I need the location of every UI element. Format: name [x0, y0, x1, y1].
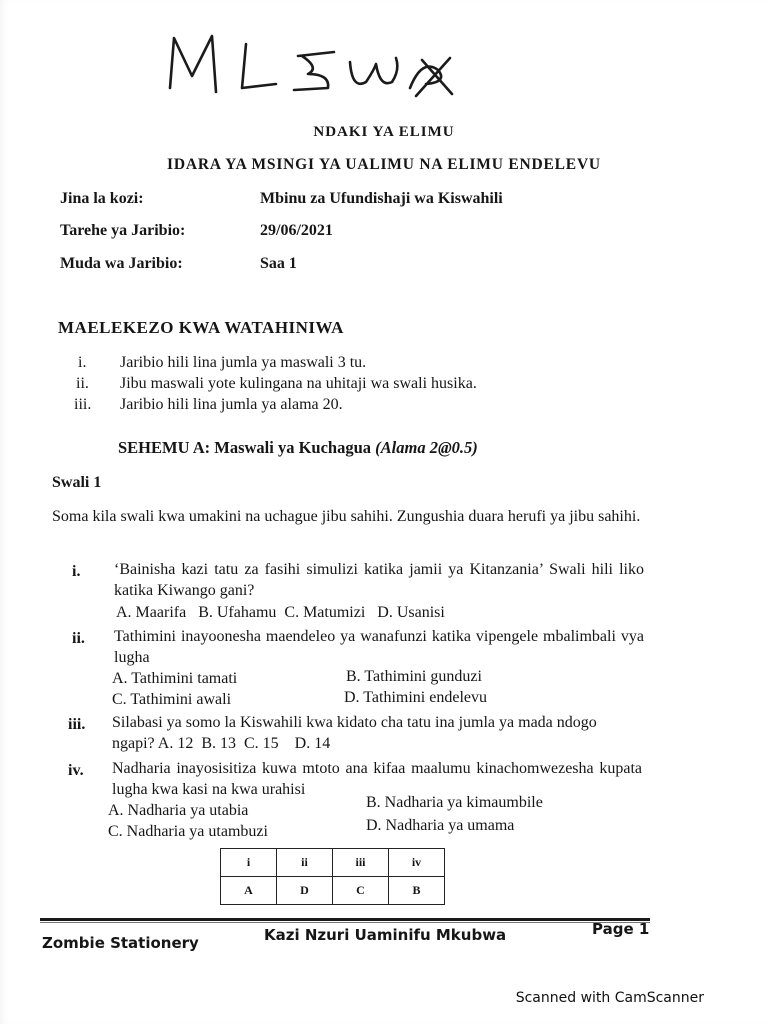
footer-divider-thin	[40, 922, 650, 923]
option-c: C. Tathimini awali	[112, 691, 232, 708]
instruction-number: i.	[78, 354, 87, 371]
option-c: C. Nadharia ya utambuzi	[108, 823, 268, 840]
footer-page-number: Page 1	[592, 920, 650, 938]
scanner-watermark: Scanned with CamScanner	[515, 990, 704, 1006]
answer-cell: A	[221, 877, 277, 905]
test-date-label: Tarehe ya Jaribio:	[60, 222, 186, 239]
institution-title: NDAKI YA ELIMU	[313, 124, 455, 140]
instruction-text: Jibu maswali yote kulingana na uhitaji wa swali husika.	[120, 375, 477, 392]
handwritten-signature	[160, 30, 460, 100]
question-number: iii.	[68, 716, 86, 733]
course-label: Jina la kozi:	[60, 190, 144, 207]
course-value: Mbinu za Ufundishaji wa Kiswahili	[260, 190, 503, 207]
test-duration-value: Saa 1	[260, 255, 297, 272]
answer-table	[220, 848, 445, 905]
answer-header-cell: i	[221, 849, 277, 877]
answer-table-header-row	[221, 849, 445, 877]
question-text: ‘Bainisha kazi tatu za fasihi simulizi katika jamii ya Kitanzania’ Swali hili liko katika Kiwango gani?	[114, 561, 644, 599]
answer-cell: B	[389, 877, 445, 905]
instruction-text: Jaribio hili lina jumla ya maswali 3 tu.	[120, 354, 367, 371]
option-a: A. Tathimini tamati	[112, 670, 238, 687]
option-b: B. Tathimini gunduzi	[346, 668, 482, 685]
answer-cell: C	[333, 877, 389, 905]
department-title: IDARA YA MSINGI YA UALIMU NA ELIMU ENDELEVU	[167, 156, 601, 173]
question-instruction: Soma kila swali kwa umakini na uchague jibu sahihi. Zungushia duara herufi ya jibu sahihi.	[52, 508, 641, 525]
option-d: D. Nadharia ya umama	[366, 817, 515, 834]
section-marks: (Alama 2@0.5)	[375, 438, 478, 457]
section-heading: SEHEMU A: Maswali ya Kuchagua	[118, 438, 372, 457]
footer-motto: Kazi Nzuri Uaminifu Mkubwa	[264, 926, 507, 944]
option-a: A. Nadharia ya utabia	[108, 802, 249, 819]
instruction-number: ii.	[76, 375, 89, 392]
answer-header-cell: iii	[333, 849, 389, 877]
question-text: Silabasi ya somo la Kiswahili kwa kidato cha tatu ina jumla ya mada ndogo ngapi? A. 12 B. 13 C. 15 D. 14	[112, 714, 601, 752]
answer-header-cell: ii	[277, 849, 333, 877]
answer-table-row	[221, 877, 445, 905]
instruction-number: iii.	[74, 396, 92, 413]
section-title	[118, 438, 478, 458]
question-number: i.	[72, 563, 81, 580]
footer-divider	[40, 918, 650, 921]
option-b: B. Nadharia ya kimaumbile	[366, 794, 543, 811]
question-number: iv.	[68, 762, 84, 779]
question-options: A. Maarifa B. Ufahamu C. Matumizi D. Usanisi	[116, 604, 445, 621]
option-d: D. Tathimini endelevu	[344, 689, 487, 706]
answer-cell: D	[277, 877, 333, 905]
question-text: Nadharia inayosisitiza kuwa mtoto ana kifaa maalumu kinachomwezesha kupata lugha kwa kasi na kwa urahisi	[112, 760, 642, 798]
test-date-value: 29/06/2021	[260, 222, 333, 239]
answer-header-cell: iv	[389, 849, 445, 877]
instructions-title: MAELEKEZO KWA WATAHINIWA	[58, 318, 344, 337]
question-title: Swali 1	[52, 474, 102, 491]
instruction-text: Jaribio hili lina jumla ya alama 20.	[120, 396, 343, 413]
footer-stationery: Zombie Stationery	[42, 934, 199, 952]
question-number: ii.	[72, 630, 85, 647]
test-duration-label: Muda wa Jaribio:	[60, 255, 183, 272]
question-text: Tathimini inayoonesha maendeleo ya wanafunzi katika vipengele mbalimbali vya lugha	[114, 628, 644, 666]
